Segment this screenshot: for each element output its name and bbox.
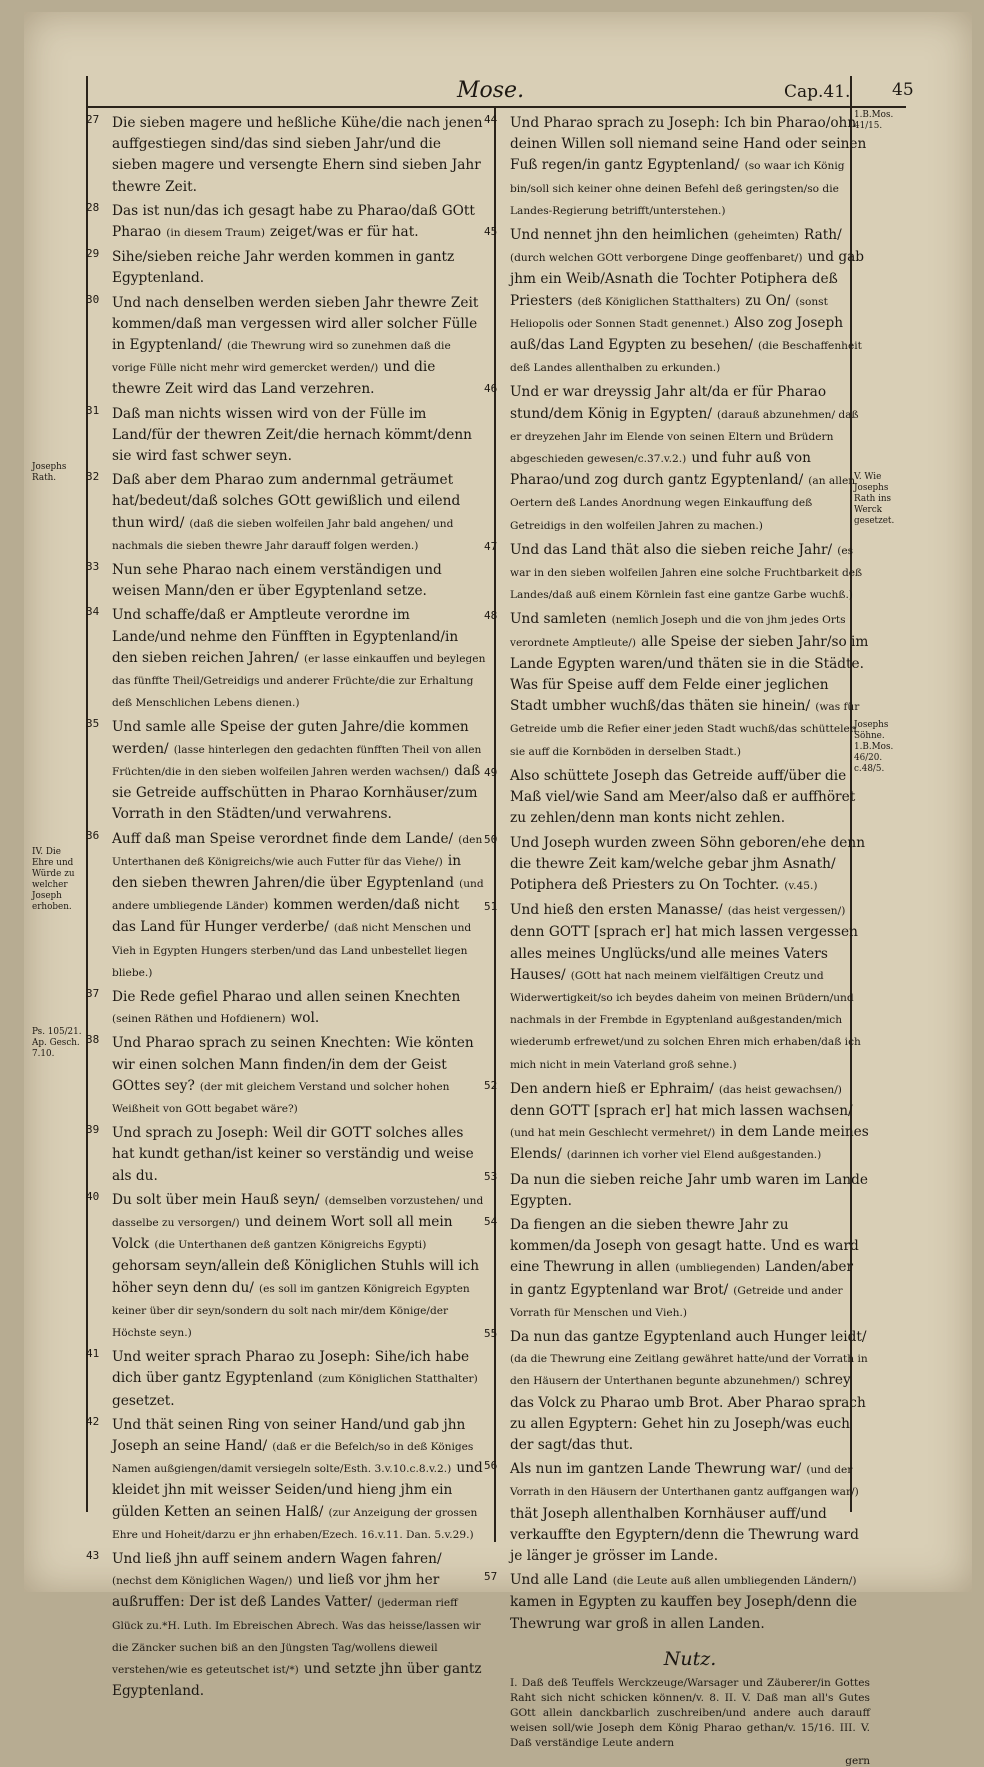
- verse-gloss: (es soll im gantzen Königreich Egypten keiner über dir seyn/sondern du solt nach mir/dem Könige/der Höchste seyn.): [112, 1282, 470, 1339]
- verse-text: Und schaffe/daß er Amptleute verordne im Lande/und nehme den Fünfften in Egyptenland/in den sieben reichen Jahren/: [112, 607, 459, 666]
- verse-number: 44: [484, 113, 498, 126]
- verse-text: wol.: [290, 1010, 320, 1027]
- verse-text: thät Joseph allenthalben Kornhäuser auff/und verkauffte den Egyptern/denn die Thewrung ward je länger je grösser im Lande.: [510, 1505, 859, 1564]
- verse-number: 56: [484, 1459, 498, 1473]
- verse-gloss: (durch welchen GOtt verborgene Dinge geoffenbaret/): [510, 252, 803, 265]
- verse-gloss: (nechst dem Königlichen Wagen/): [112, 1575, 293, 1588]
- verse-text: Daß man nichts wissen wird von der Fülle im Land/für der thewren Zeit/die hernach kömmt/denn sie wird fast schwer seyn.: [112, 405, 472, 465]
- verse-gloss: (und andere umbliegende Länder): [112, 877, 484, 913]
- verse-gloss: (der mit gleichem Verstand und solcher hohen Weißheit von GOtt begabet wäre?): [112, 1080, 450, 1115]
- verse-text: Und er war dreyssig Jahr alt/da er für Pharao stund/dem König in Egypten/: [510, 384, 827, 422]
- verse-text: schrey das Volck zu Pharao umb Brot. Aber Pharao sprach zu allen Egyptern: Gehet hin zu Joseph/was euch der sagt/das thut.: [510, 1372, 866, 1453]
- verse: [86, 559, 486, 601]
- verse-text: Sihe/sieben reiche Jahr werden kommen in gantz Egyptenland.: [112, 249, 455, 287]
- chapter-number: Cap.41.: [784, 82, 851, 102]
- verse-gloss: (nemlich Joseph und die von jhm jedes Orts verordnete Amptleute/): [510, 614, 846, 649]
- margin-note: 1.B.Mos. 41/15.: [854, 110, 894, 131]
- verse-text: Nun sehe Pharao nach einem verständigen und weisen Mann/den er über Egyptenland setze.: [112, 562, 442, 600]
- verse-gloss: (in diesem Traum): [166, 227, 265, 240]
- verse-text: Und Pharao sprach zu seinen Knechten: Wie könten wir einen solchen Mann finden/in dem der Geist GOttes sey?: [112, 1035, 474, 1094]
- verse-gloss: (daß nicht Menschen und Vieh in Egypten Hungers sterben/und das Land unbestellet liegen bliebe.): [112, 922, 472, 979]
- verse-text: gehorsam seyn/allein deß Königlichen Stuhls will ich höher seyn denn du/: [112, 1258, 480, 1296]
- verse-text: Die Rede gefiel Pharao und allen seinen Knechten: [112, 988, 461, 1005]
- verse-gloss: (so waar ich König bin/soll sich keiner ohne deinen Befehl deß geringsten/so die Landes-Regierung betrifft/unterstehen.): [510, 160, 845, 217]
- verse-gloss: (sonst Heliopolis oder Sonnen Stadt genennet.): [510, 295, 828, 330]
- verse-gloss: (die Unterthanen deß gantzen Königreichs Egypti): [154, 1239, 427, 1252]
- verse-text: Und nach denselben werden sieben Jahr thewre Zeit kommen/daß man vergessen wird aller solcher Fülle in Egyptenland/: [112, 294, 479, 354]
- verse-gloss: (umbliegenden): [675, 1262, 760, 1275]
- verse-gloss: (den Unterthanen deß Königreichs/wie auch Futter für das Viehe/): [112, 833, 483, 868]
- verse: [484, 381, 870, 535]
- verse-text: Da fiengen an die sieben thewre Jahr zu kommen/da Joseph von gesagt hatte. Und es ward eine Thewrung in allen: [510, 1216, 859, 1276]
- verse: [86, 112, 486, 197]
- verse-text: Du solt über mein Hauß seyn/: [112, 1191, 320, 1208]
- verse-gloss: (zur Anzeigung der grossen Ehre und Hoheit/darzu er jhn erhaben/Ezech. 16.v.11. Dan. 5.v.29.): [112, 1506, 478, 1541]
- verse-number: 28: [86, 200, 100, 214]
- verse-gloss: (er lasse einkauffen und beylegen das fünffte Theil/Getreidigs und anderer Früchte/die zur Erhaltung deß Menschlichen Lebens dienen.): [112, 652, 486, 710]
- verse-text: Das ist nun/das ich gesagt habe zu Pharao/daß GOtt Pharao: [112, 202, 475, 241]
- verse-number: 51: [484, 900, 498, 914]
- verse-number: 42: [86, 1414, 100, 1428]
- margin-note: V. Wie Josephs Rath ins Werck gesetzet.: [854, 472, 895, 526]
- verse-text: denn GOTT [sprach er] hat mich lassen vergessen alles meines Unglücks/und alle meines Vaters Hauses/: [510, 924, 858, 983]
- margin-note: IV. Die Ehre und Würde zu welcher Joseph erhoben.: [32, 847, 75, 912]
- verse: [86, 1548, 486, 1701]
- verse-text: Die sieben magere und heßliche Kühe/die nach jenen auffgestiegen sind/das sind sieben Jahr/und die sieben magere und versengte Ehern sind sieben Jahr thewre Zeit.: [112, 115, 483, 195]
- verse-text: und setzte jhn über gantz Egyptenland.: [112, 1661, 482, 1700]
- nutz-paragraph: I. Daß deß Teuffels Werckzeuge/Warsager und Zäuberer/in Gottes Raht sich nicht schicken können/v. 8. II. V. Daß man all's Gutes GOtt allein danckbarlich zuschreiben/und andere auch darauff weisen soll/wie Joseph dem König Pharao gethan/v. 15/16. III. V. Daß verständige Leute andern: [510, 1676, 870, 1749]
- verse-text: Daß aber dem Pharao zum andernmal geträumet hat/bedeut/daß solches GOtt gewißlich und eilend thun wird/: [112, 472, 461, 531]
- verse-number: 34: [86, 605, 100, 619]
- verse: [484, 539, 870, 606]
- verse-text: Und hieß den ersten Manasse/: [510, 902, 723, 919]
- verse: [86, 1414, 486, 1545]
- verse-number: 32: [86, 470, 100, 484]
- verse: [86, 200, 486, 243]
- verse-number: 43: [86, 1549, 100, 1562]
- verse-gloss: (GOtt hat nach meinem vielfältigen Creutz und Widerwertigkeit/so ich beydes daheim von meinen Brüdern/und nachmals in der Frembde in Egyptenland außgestanden/mich wiederumb erfrewet/und zu solchen Ehren mich erhaben/daß ich mich nicht in mein Vaterland groß sehne.): [510, 969, 861, 1071]
- verse-text: daß sie Getreide auffschütten in Pharao Kornhäuser/zum Vorrath in den Städten/und verwahrens.: [112, 762, 481, 823]
- verse-gloss: (daß er die Befelch/so in deß Königes Namen außgiengen/damit versiegeln solte/Esth. 3.v.10.c.8.v.2.): [112, 1440, 474, 1476]
- verse: [484, 899, 870, 1075]
- verse: [86, 1032, 486, 1119]
- verse-gloss: (lasse hinterlegen den gedachten fünfften Theil von allen Früchten/die in den sieben wolfeilen Jahren werden wachsen/): [112, 743, 482, 778]
- nutz-heading: Nutz.: [663, 1647, 717, 1670]
- verse-gloss: (es war in den sieben wolfeilen Jahren eine solche Fruchtbarkeit deß Landes/daß auß einem Körnlein fast eine gantze Garbe wuchß.): [510, 544, 863, 602]
- verse-text: in dem Lande meines Elends/: [510, 1124, 869, 1163]
- verse-gloss: (daß die sieben wolfeilen Jahr bald angehen/ und nachmals die sieben thewre Jahr darauff folgen werden.): [112, 517, 454, 552]
- verse-text: Und Pharao sprach zu Joseph: Ich bin Pharao/ohn deinen Willen soll niemand seine Hand oder seinen Fuß regen/in gantz Egyptenland/: [510, 115, 867, 174]
- verse-gloss: (zum Königlichen Statthalter): [318, 1373, 478, 1386]
- verse-number: 38: [86, 1033, 100, 1047]
- verse: [86, 246, 486, 288]
- verse-text: Rath/: [804, 227, 842, 244]
- book-page: [24, 12, 972, 1767]
- verse-gloss: (an allen Oertern deß Landes Anordnung wegen Einkauffung deß Getreidigs in den wolfeilen Jahren zu machen.): [510, 475, 856, 532]
- verse: [86, 403, 486, 467]
- verse-gloss: (und hat mein Geschlecht vermehret/): [510, 1127, 716, 1140]
- verse-number: 55: [484, 1326, 498, 1340]
- verse-text: gesetzet.: [112, 1392, 175, 1409]
- verse-gloss: (die Thewrung wird so zunehmen daß die vorige Fülle nicht mehr wird gemercket werden/): [112, 340, 451, 375]
- verse-number: 27: [86, 113, 100, 126]
- verse-text: Auff daß man Speise verordnet finde dem Lande/: [112, 830, 454, 847]
- verse-text: zu On/: [745, 292, 791, 309]
- verse-text: kommen werden/daß nicht das Land für Hunger verderbe/: [112, 897, 460, 936]
- verse-text: Und weiter sprach Pharao zu Joseph: Sihe/ich habe dich über gantz Egyptenland: [112, 1349, 470, 1387]
- verse-number: 49: [484, 765, 498, 779]
- verse-number: 54: [484, 1214, 498, 1228]
- verse-text: Und das Land thät also die sieben reiche Jahr/: [510, 541, 833, 558]
- verse-text: Landen/aber in gantz Egyptenland war Brot/: [510, 1259, 853, 1298]
- verse-text: Und nennet jhn den heimlichen: [510, 227, 729, 244]
- margin-note: Josephs Rath.: [32, 462, 67, 483]
- verse-text: Also schüttete Joseph das Getreide auff/über die Maß viel/wie Sand am Meer/also daß er auffhöret zu zehlen/denn man konts nicht zehlen.: [510, 767, 856, 827]
- verse-number: 29: [86, 247, 100, 261]
- running-header: [24, 76, 972, 110]
- verse: [86, 1189, 486, 1343]
- verse: [484, 112, 870, 221]
- verse-number: 33: [86, 560, 100, 574]
- verse-text: Als nun im gantzen Lande Thewrung war/: [510, 1461, 802, 1478]
- verse: [484, 832, 870, 897]
- verse-text: denn GOTT [sprach er] hat mich lassen wachsen/: [510, 1102, 853, 1119]
- verse: [484, 1169, 870, 1211]
- verse-text: Den andern hieß er Ephraim/: [510, 1080, 714, 1097]
- verse-text: und fuhr auß von Pharao/und zog durch gantz Egyptenland/: [510, 450, 811, 489]
- verse-text: und gab jhm ein Weib/Asnath die Tochter Potiphera deß Priesters: [510, 249, 865, 309]
- verse-gloss: (darauß abzunehmen/ daß er dreyzehen Jahr im Elende von seinen Eltern und Brüdern abgeschieden gewesen/c.37.v.2.): [510, 408, 859, 466]
- verse-gloss: (v.45.): [784, 879, 818, 892]
- verse-number: 53: [484, 1169, 498, 1183]
- verse-gloss: (darinnen ich vorher viel Elend außgestanden.): [566, 1149, 822, 1162]
- verse-number: 36: [86, 828, 100, 842]
- right-text-column: [484, 112, 870, 1767]
- verse-gloss: (da die Thewrung eine Zeitlang gewähret hatte/und der Vorrath in den Häusern der Unterthanen begunte abzunehmen/): [510, 1353, 868, 1388]
- verse-gloss: (das heist vergessen/): [727, 905, 846, 918]
- verse-text: in den sieben thewren Jahren/die über Egyptenland: [112, 852, 462, 891]
- catchword: gern: [845, 1754, 870, 1767]
- verse: [86, 986, 486, 1029]
- verse-text: Und thät seinen Ring von seiner Hand/und gab jhn Joseph an seine Hand/: [112, 1416, 466, 1454]
- verse: [484, 765, 870, 829]
- verse-number: 41: [86, 1347, 100, 1361]
- verse: [86, 716, 486, 824]
- verse: [86, 604, 486, 713]
- verse-text: und deinem Wort soll all mein Volck: [112, 1213, 453, 1253]
- verse-text: Da nun die sieben reiche Jahr umb waren im Lande Egypten.: [510, 1171, 868, 1209]
- verse: [484, 1214, 870, 1323]
- verse-text: Und alle Land: [510, 1572, 608, 1589]
- verse-gloss: (und der Vorrath in den Häusern der Unterthanen gantz auffgangen war/): [510, 1464, 859, 1499]
- left-margin-rule: [86, 76, 88, 1512]
- verse: [86, 1346, 486, 1411]
- verse-number: 48: [484, 609, 498, 623]
- margin-note: Josephs Söhne. 1.B.Mos. 46/20. c.48/5.: [854, 720, 894, 774]
- verse: [86, 828, 486, 983]
- verse: [86, 1122, 486, 1186]
- verse-text: Da nun das gantze Egyptenland auch Hunger leidt/: [510, 1328, 867, 1345]
- verse: [484, 1078, 870, 1166]
- verse: [484, 224, 870, 378]
- header-rule: [86, 106, 906, 108]
- verse-text: und kleidet jhn mit weisser Seiden/und hieng jhm ein gülden Ketten an seinen Halß/: [112, 1460, 483, 1520]
- verse-text: und die thewre Zeit wird das Land verzehren.: [112, 359, 436, 398]
- verse-gloss: (demselben vorzustehen/ und dasselbe zu versorgen/): [112, 1194, 484, 1229]
- verse-gloss: (was für Getreide umb die Refier einer jeden Stadt wuchß/das schüttelen sie auff die Kornböden in derselben Stadt.): [510, 701, 860, 758]
- verse-text: Also zog Joseph auß/das Land Egypten zu besehen/: [510, 314, 844, 354]
- verse: [484, 608, 870, 761]
- margin-note: Ps. 105/21. Ap. Gesch. 7.10.: [32, 1027, 82, 1059]
- verse-text: kamen in Egypten zu kauffen bey Joseph/denn die Thewrung war groß in allen Landen.: [510, 1594, 857, 1632]
- verse: [484, 1569, 870, 1634]
- verse-number: 45: [484, 225, 498, 239]
- verse: [484, 1326, 870, 1455]
- verse-number: 31: [86, 403, 100, 417]
- verse-gloss: (deß Königlichen Statthalters): [577, 295, 741, 308]
- verse-gloss: (das heist gewachsen/): [718, 1083, 842, 1096]
- verse-text: Und samleten: [510, 611, 607, 628]
- verse-number: 35: [86, 717, 100, 731]
- verse-text: Und ließ jhn auff seinem andern Wagen fahren/: [112, 1551, 442, 1567]
- verse-number: 37: [86, 986, 100, 1000]
- verse-number: 47: [484, 539, 498, 553]
- verse-text: zeiget/was er für hat.: [270, 224, 419, 241]
- verse-text: alle Speise der sieben Jahr/so im Lande Egypten waren/und thäten sie in die Städte. Was für Speise auff dem Felde einer jeglichen Stadt umbher wuchß/das thäten sie hinein/: [510, 633, 869, 715]
- verse-number: 50: [484, 832, 498, 846]
- verse: [484, 1458, 870, 1566]
- verse-number: 46: [484, 382, 498, 396]
- verse: [86, 469, 486, 556]
- verse-gloss: (seinen Räthen und Hofdienern): [112, 1013, 286, 1026]
- verse-gloss: (Getreide und ander Vorrath für Menschen und Vieh.): [510, 1284, 843, 1319]
- verse-number: 40: [86, 1189, 100, 1203]
- verse-gloss: (geheimten): [733, 230, 799, 243]
- verse-text: Und sprach zu Joseph: Weil dir GOTT solches alles hat kundt gethan/ist keiner so verständig und weise als du.: [112, 1125, 474, 1184]
- verse-gloss: (jederman rieff Glück zu.*H. Luth. Im Ebreischen Abrech. Was das heisse/lassen wir die Zäncker suchen biß an den Jüngsten Tag/wollens dieweil verstehen/wie es geteutschet ist/*): [112, 1597, 481, 1677]
- verse-number: 39: [86, 1123, 100, 1137]
- folio-number: 45: [892, 80, 914, 100]
- left-text-column: [86, 112, 486, 1700]
- verse-gloss: (die Beschaffenheit deß Landes allenthalben zu erkunden.): [510, 340, 862, 375]
- verse-text: und ließ vor jhm her außruffen: Der ist deß Landes Vatter/: [112, 1572, 440, 1611]
- verse-number: 30: [86, 292, 100, 306]
- verse: [86, 292, 486, 400]
- verse-text: Und Joseph wurden zween Söhn geboren/ehe denn die thewre Zeit kam/welche gebar jhm Asnath/ Potiphera deß Priesters zu On Tochter.: [510, 834, 866, 893]
- verse-gloss: (die Leute auß allen umbliegenden Ländern/): [612, 1575, 857, 1588]
- verse-number: 52: [484, 1078, 498, 1092]
- book-title: Mose.: [457, 78, 525, 103]
- verse-number: 57: [484, 1570, 498, 1584]
- verse-text: Und samle alle Speise der guten Jahre/die kommen werden/: [112, 719, 469, 757]
